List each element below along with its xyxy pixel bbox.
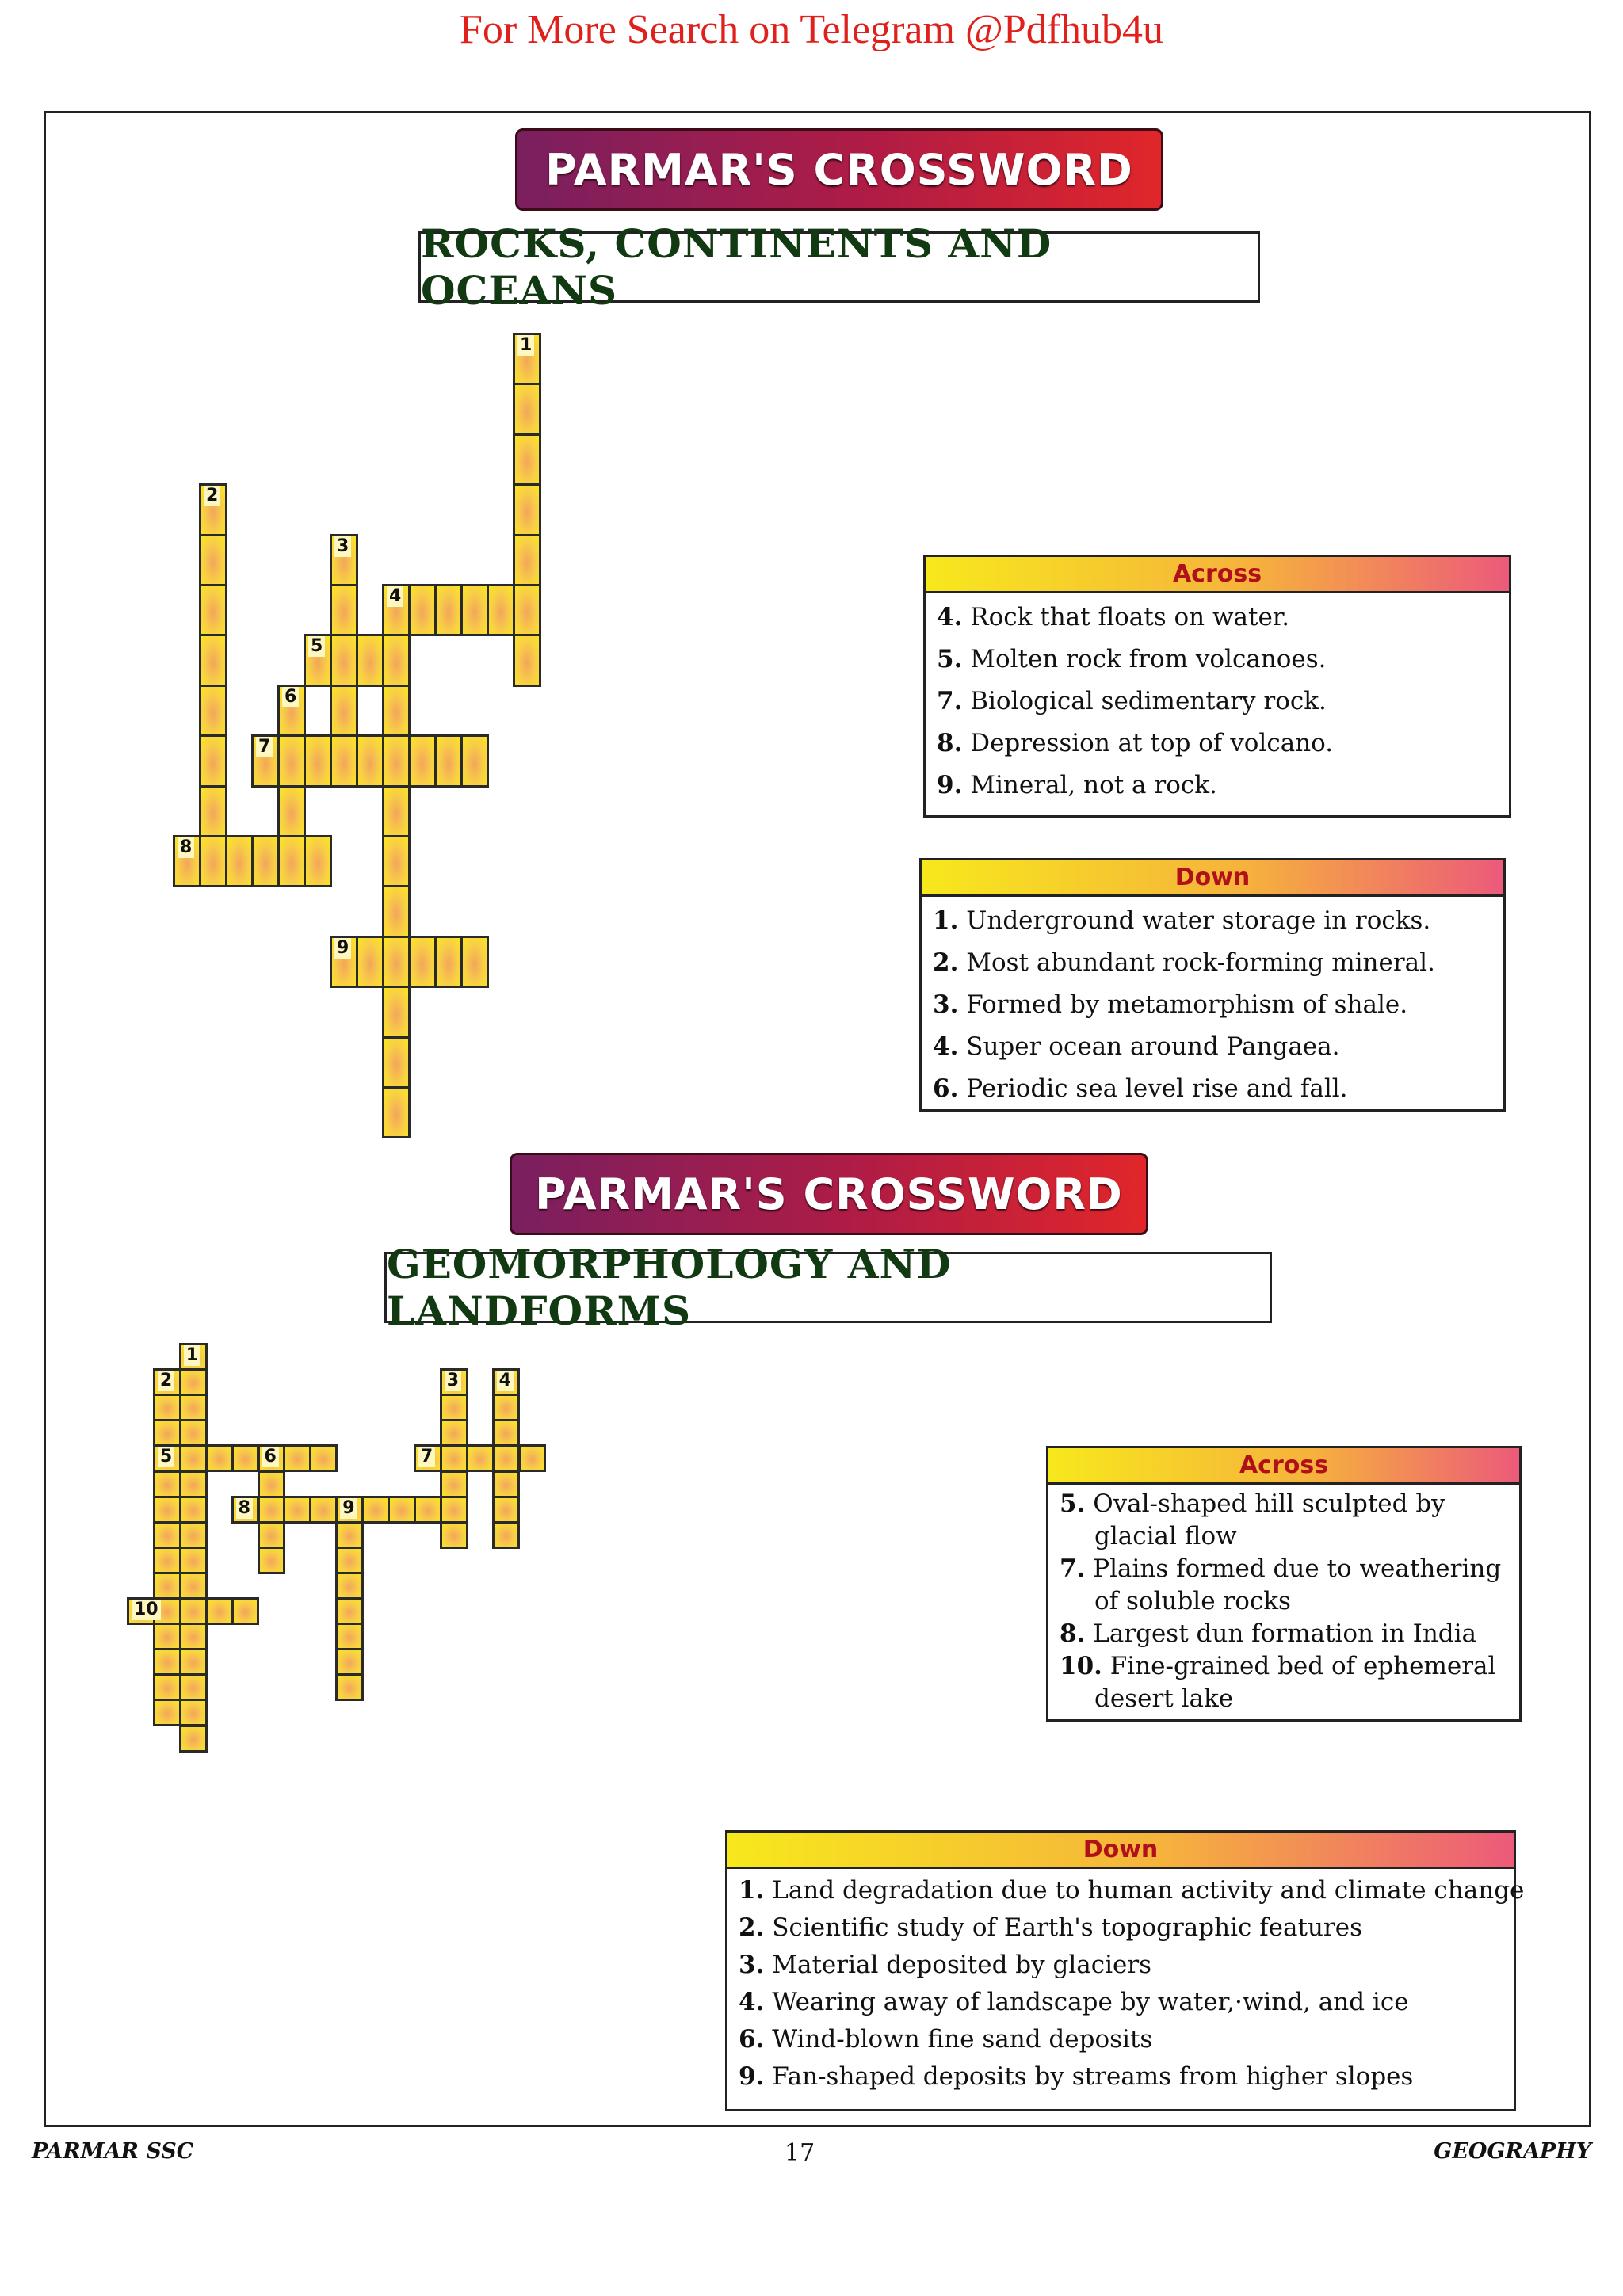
crossword-banner-2: PARMAR'S CROSSWORD <box>510 1153 1148 1235</box>
clue-number: 6. <box>739 2025 765 2054</box>
footer-subject: GEOGRAPHY <box>1434 2139 1591 2164</box>
clue-text: Mineral, not a rock. <box>962 771 1217 799</box>
clue-item <box>933 1068 1492 1110</box>
crossword-cell[interactable] <box>513 534 541 586</box>
clue-number: 9. <box>937 771 963 799</box>
crossword-cell[interactable] <box>382 584 411 636</box>
crossword-cell[interactable] <box>513 634 541 686</box>
crossword-cell[interactable] <box>434 936 463 988</box>
across-clues-1 <box>923 555 1511 818</box>
crossword-cell[interactable] <box>199 584 227 636</box>
crossword-cell[interactable] <box>199 785 227 837</box>
crossword-cell[interactable] <box>382 685 411 737</box>
crossword-cell[interactable] <box>304 734 332 787</box>
crossword-cell[interactable] <box>492 1496 521 1524</box>
clue-item <box>1060 1650 1508 1715</box>
cell-number: 7 <box>418 1447 435 1467</box>
crossword-cell[interactable] <box>330 734 358 787</box>
crossword-cell[interactable] <box>356 734 384 787</box>
clue-item <box>937 639 1498 681</box>
crossword-cell[interactable] <box>127 1597 158 1625</box>
cell-number: 2 <box>204 486 220 506</box>
crossword-cell[interactable] <box>199 534 227 586</box>
crossword-cell[interactable] <box>153 1547 181 1574</box>
cell-number: 4 <box>497 1371 514 1391</box>
clue-number: 5. <box>937 645 963 673</box>
across-header: Across <box>926 557 1509 593</box>
crossword-cell[interactable] <box>513 433 541 486</box>
clue-item <box>933 900 1492 942</box>
crossword-cell[interactable] <box>179 1699 208 1726</box>
crossword-cell[interactable] <box>179 1648 208 1676</box>
down-list <box>727 1869 1525 2096</box>
crossword-cell[interactable] <box>382 634 411 686</box>
puzzle-title-2: GEOMORPHOLOGY AND LANDFORMS <box>384 1252 1272 1323</box>
crossword-cell[interactable] <box>335 1673 364 1701</box>
footer-publisher: PARMAR SSC <box>32 2139 194 2164</box>
cell-number: 5 <box>158 1447 174 1467</box>
down-header: Down <box>727 1833 1514 1869</box>
clue-text: Formed by metamorphism of shale. <box>958 990 1408 1019</box>
crossword-cell[interactable] <box>205 1597 234 1625</box>
clue-text: Underground water storage in rocks. <box>958 906 1431 935</box>
crossword-cell[interactable] <box>304 634 332 686</box>
crossword-cell[interactable] <box>153 1444 181 1472</box>
clue-number: 2. <box>933 948 959 977</box>
crossword-cell[interactable] <box>330 534 358 586</box>
crossword-banner-1: PARMAR'S CROSSWORD <box>515 128 1163 211</box>
crossword-cell[interactable] <box>179 1521 208 1549</box>
clue-number: 1. <box>933 906 959 935</box>
crossword-cell[interactable] <box>304 835 332 887</box>
crossword-cell[interactable] <box>283 1444 311 1472</box>
clue-item <box>933 942 1492 984</box>
crossword-cell[interactable] <box>335 1597 364 1625</box>
crossword-cell[interactable] <box>199 634 227 686</box>
clue-number: 4. <box>937 603 963 631</box>
crossword-cell[interactable] <box>335 1547 364 1574</box>
clue-text: Plains formed due to weathering of soluble rocks <box>1085 1554 1502 1615</box>
cell-number: 10 <box>132 1600 161 1620</box>
crossword-cell[interactable] <box>283 1496 311 1524</box>
crossword-cell[interactable] <box>382 1086 411 1138</box>
puzzle-title-1: ROCKS, CONTINENTS AND OCEANS <box>418 231 1260 303</box>
cell-number: 9 <box>340 1498 357 1519</box>
across-header: Across <box>1048 1448 1519 1485</box>
clue-item <box>739 1872 1525 1909</box>
crossword-cell[interactable] <box>309 1444 338 1472</box>
crossword-cell[interactable] <box>179 1623 208 1650</box>
crossword-cell[interactable] <box>179 1547 208 1574</box>
crossword-cell[interactable] <box>153 1394 181 1421</box>
crossword-cell[interactable] <box>408 734 437 787</box>
clue-text: Fan-shaped deposits by streams from higher slopes <box>764 2062 1414 2091</box>
clue-text: Depression at top of volcano. <box>962 729 1334 757</box>
crossword-cell[interactable] <box>335 1496 364 1524</box>
clue-item <box>933 1026 1492 1068</box>
crossword-cell[interactable] <box>335 1648 364 1676</box>
crossword-cell[interactable] <box>205 1444 234 1472</box>
cell-number: 3 <box>445 1371 461 1391</box>
cell-number: 9 <box>334 938 351 959</box>
crossword-cell[interactable] <box>440 1394 468 1421</box>
crossword-cell[interactable] <box>153 1699 181 1726</box>
crossword-cell[interactable] <box>382 734 411 787</box>
cell-number: 6 <box>262 1447 279 1467</box>
clue-number: 4. <box>933 1032 959 1061</box>
clue-number: 6. <box>933 1074 959 1103</box>
clue-number: 7. <box>937 687 963 715</box>
clue-number: 5. <box>1060 1489 1086 1518</box>
crossword-cell[interactable] <box>179 1343 208 1371</box>
clue-text: Biological sedimentary rock. <box>962 687 1327 715</box>
crossword-cell[interactable] <box>309 1496 338 1524</box>
crossword-cell[interactable] <box>434 584 463 636</box>
clue-text: Molten rock from volcanoes. <box>962 645 1327 673</box>
crossword-cell[interactable] <box>492 1470 521 1498</box>
cell-number: 1 <box>184 1345 200 1366</box>
clue-number: 4. <box>739 1988 765 2016</box>
crossword-cell[interactable] <box>179 1673 208 1701</box>
clue-item <box>1060 1618 1508 1650</box>
clue-number: 8. <box>937 729 963 757</box>
crossword-cell[interactable] <box>440 1444 468 1472</box>
clue-item <box>739 2021 1503 2058</box>
clue-text: Land degradation due to human activity and climate change <box>764 1876 1525 1905</box>
crossword-cell[interactable] <box>388 1496 416 1524</box>
crossword-cell[interactable] <box>231 1496 260 1524</box>
page-number: 17 <box>785 2139 815 2167</box>
clue-text: Fine-grained bed of ephemeral desert lake <box>1094 1652 1496 1713</box>
crossword-cell[interactable] <box>440 1368 468 1396</box>
crossword-cell[interactable] <box>277 685 306 737</box>
crossword-cell[interactable] <box>440 1496 468 1524</box>
cell-number: 3 <box>334 536 351 557</box>
clue-text: Scientific study of Earth's topographic features <box>764 1913 1363 1942</box>
telegram-notice: For More Search on Telegram @Pdfhub4u <box>459 7 1164 52</box>
crossword-cell[interactable] <box>199 483 227 536</box>
crossword-cell[interactable] <box>513 483 541 536</box>
crossword-cell[interactable] <box>179 1394 208 1421</box>
across-list <box>1048 1485 1519 1715</box>
crossword-cell[interactable] <box>330 685 358 737</box>
crossword-cell[interactable] <box>179 1368 208 1396</box>
clue-text: Wearing away of landscape by water,·wind, and ice <box>764 1988 1409 2016</box>
crossword-cell[interactable] <box>382 835 411 887</box>
crossword-cell[interactable] <box>330 936 358 988</box>
crossword-cell[interactable] <box>251 835 280 887</box>
crossword-cell[interactable] <box>199 685 227 737</box>
crossword-cell[interactable] <box>330 584 358 636</box>
cell-number: 8 <box>178 837 194 858</box>
crossword-cell[interactable] <box>382 785 411 837</box>
crossword-cell[interactable] <box>153 1419 181 1447</box>
crossword-cell[interactable] <box>153 1368 181 1396</box>
crossword-cell[interactable] <box>173 835 201 887</box>
clue-item <box>739 1947 1503 1984</box>
crossword-cell[interactable] <box>440 1521 468 1549</box>
clue-item <box>933 984 1492 1026</box>
crossword-cell[interactable] <box>513 333 541 385</box>
crossword-cell[interactable] <box>179 1597 208 1625</box>
clue-item <box>739 1909 1503 1947</box>
clue-text: Largest dun formation in India <box>1085 1619 1477 1648</box>
crossword-cell[interactable] <box>492 1521 521 1549</box>
crossword-cell[interactable] <box>330 634 358 686</box>
across-list <box>926 593 1509 807</box>
crossword-cell[interactable] <box>460 584 489 636</box>
crossword-cell[interactable] <box>361 1496 390 1524</box>
across-clues-2 <box>1046 1446 1522 1722</box>
cell-number: 7 <box>256 737 273 757</box>
clue-item <box>937 681 1498 723</box>
clue-number: 10. <box>1060 1652 1102 1680</box>
clue-number: 3. <box>933 990 959 1019</box>
crossword-cell[interactable] <box>258 1496 286 1524</box>
crossword-cell[interactable] <box>492 1444 521 1472</box>
crossword-cell[interactable] <box>231 1597 260 1625</box>
down-clues-1 <box>919 858 1506 1112</box>
crossword-cell[interactable] <box>335 1521 364 1549</box>
clue-text: Material deposited by glaciers <box>764 1951 1152 1979</box>
crossword-cell[interactable] <box>258 1547 286 1574</box>
crossword-cell[interactable] <box>513 584 541 636</box>
crossword-cell[interactable] <box>199 734 227 787</box>
crossword-cell[interactable] <box>277 835 306 887</box>
crossword-cell[interactable] <box>179 1419 208 1447</box>
crossword-cell[interactable] <box>231 1444 260 1472</box>
crossword-cell[interactable] <box>513 383 541 435</box>
clue-item <box>739 1984 1503 2021</box>
clue-number: 2. <box>739 1913 765 1942</box>
crossword-cell[interactable] <box>153 1521 181 1549</box>
clue-number: 7. <box>1060 1554 1086 1583</box>
crossword-cell[interactable] <box>460 936 489 988</box>
crossword-cell[interactable] <box>382 1036 411 1089</box>
clue-text: Super ocean around Pangaea. <box>958 1032 1340 1061</box>
crossword-cell[interactable] <box>258 1521 286 1549</box>
crossword-cell[interactable] <box>492 1419 521 1447</box>
crossword-cell[interactable] <box>335 1572 364 1600</box>
clue-item <box>1060 1553 1508 1618</box>
crossword-cell[interactable] <box>492 1368 521 1396</box>
crossword-cell[interactable] <box>335 1623 364 1650</box>
clue-number: 1. <box>739 1876 765 1905</box>
crossword-cell[interactable] <box>153 1572 181 1600</box>
crossword-cell[interactable] <box>179 1444 208 1472</box>
crossword-cell[interactable] <box>153 1673 181 1701</box>
crossword-cell[interactable] <box>466 1444 495 1472</box>
down-header: Down <box>922 860 1503 897</box>
cell-number: 5 <box>308 636 325 657</box>
crossword-cell[interactable] <box>277 734 306 787</box>
crossword-cell[interactable] <box>382 986 411 1038</box>
crossword-cell[interactable] <box>153 1623 181 1650</box>
clue-text: Wind-blown fine sand deposits <box>764 2025 1153 2054</box>
cell-number: 8 <box>236 1498 253 1519</box>
crossword-cell[interactable] <box>440 1419 468 1447</box>
crossword-cell[interactable] <box>518 1444 547 1472</box>
crossword-cell[interactable] <box>199 835 227 887</box>
clue-text: Most abundant rock-forming mineral. <box>958 948 1435 977</box>
clue-item <box>937 597 1498 639</box>
crossword-cell[interactable] <box>356 634 384 686</box>
crossword-cell[interactable] <box>225 835 254 887</box>
crossword-cell[interactable] <box>277 785 306 837</box>
crossword-cell[interactable] <box>460 734 489 787</box>
crossword-cell[interactable] <box>179 1725 208 1753</box>
crossword-cell[interactable] <box>487 584 515 636</box>
crossword-cell[interactable] <box>153 1470 181 1498</box>
clue-number: 9. <box>739 2062 765 2091</box>
crossword-cell[interactable] <box>153 1496 181 1524</box>
clue-item <box>1060 1488 1508 1553</box>
down-clues-2 <box>725 1830 1525 2111</box>
down-list <box>922 897 1503 1110</box>
clue-text: Rock that floats on water. <box>962 603 1290 631</box>
cell-number: 4 <box>387 586 403 607</box>
crossword-cell[interactable] <box>440 1470 468 1498</box>
crossword-cell[interactable] <box>258 1444 286 1472</box>
clue-number: 3. <box>739 1951 765 1979</box>
crossword-cell[interactable] <box>408 936 437 988</box>
cell-number: 6 <box>282 687 299 707</box>
clue-item <box>937 765 1498 807</box>
crossword-cell[interactable] <box>492 1394 521 1421</box>
clue-number: 8. <box>1060 1619 1086 1648</box>
crossword-cell[interactable] <box>251 734 280 787</box>
crossword-cell[interactable] <box>153 1648 181 1676</box>
crossword-cell[interactable] <box>434 734 463 787</box>
crossword-cell[interactable] <box>179 1470 208 1498</box>
crossword-cell[interactable] <box>179 1572 208 1600</box>
crossword-cell[interactable] <box>179 1496 208 1524</box>
cell-number: 2 <box>158 1371 174 1391</box>
crossword-cell[interactable] <box>258 1470 286 1498</box>
crossword-cell[interactable] <box>408 584 437 636</box>
crossword-cell[interactable] <box>382 885 411 937</box>
crossword-cell[interactable] <box>356 936 384 988</box>
crossword-cell[interactable] <box>414 1444 442 1472</box>
crossword-cell[interactable] <box>414 1496 442 1524</box>
cell-number: 1 <box>517 335 534 356</box>
clue-item <box>937 723 1498 765</box>
crossword-cell[interactable] <box>382 936 411 988</box>
clue-text: Oval-shaped hill sculpted by glacial flow <box>1085 1489 1445 1550</box>
clue-text: Periodic sea level rise and fall. <box>958 1074 1348 1103</box>
clue-item <box>739 2058 1503 2096</box>
page-frame <box>44 111 1591 2127</box>
